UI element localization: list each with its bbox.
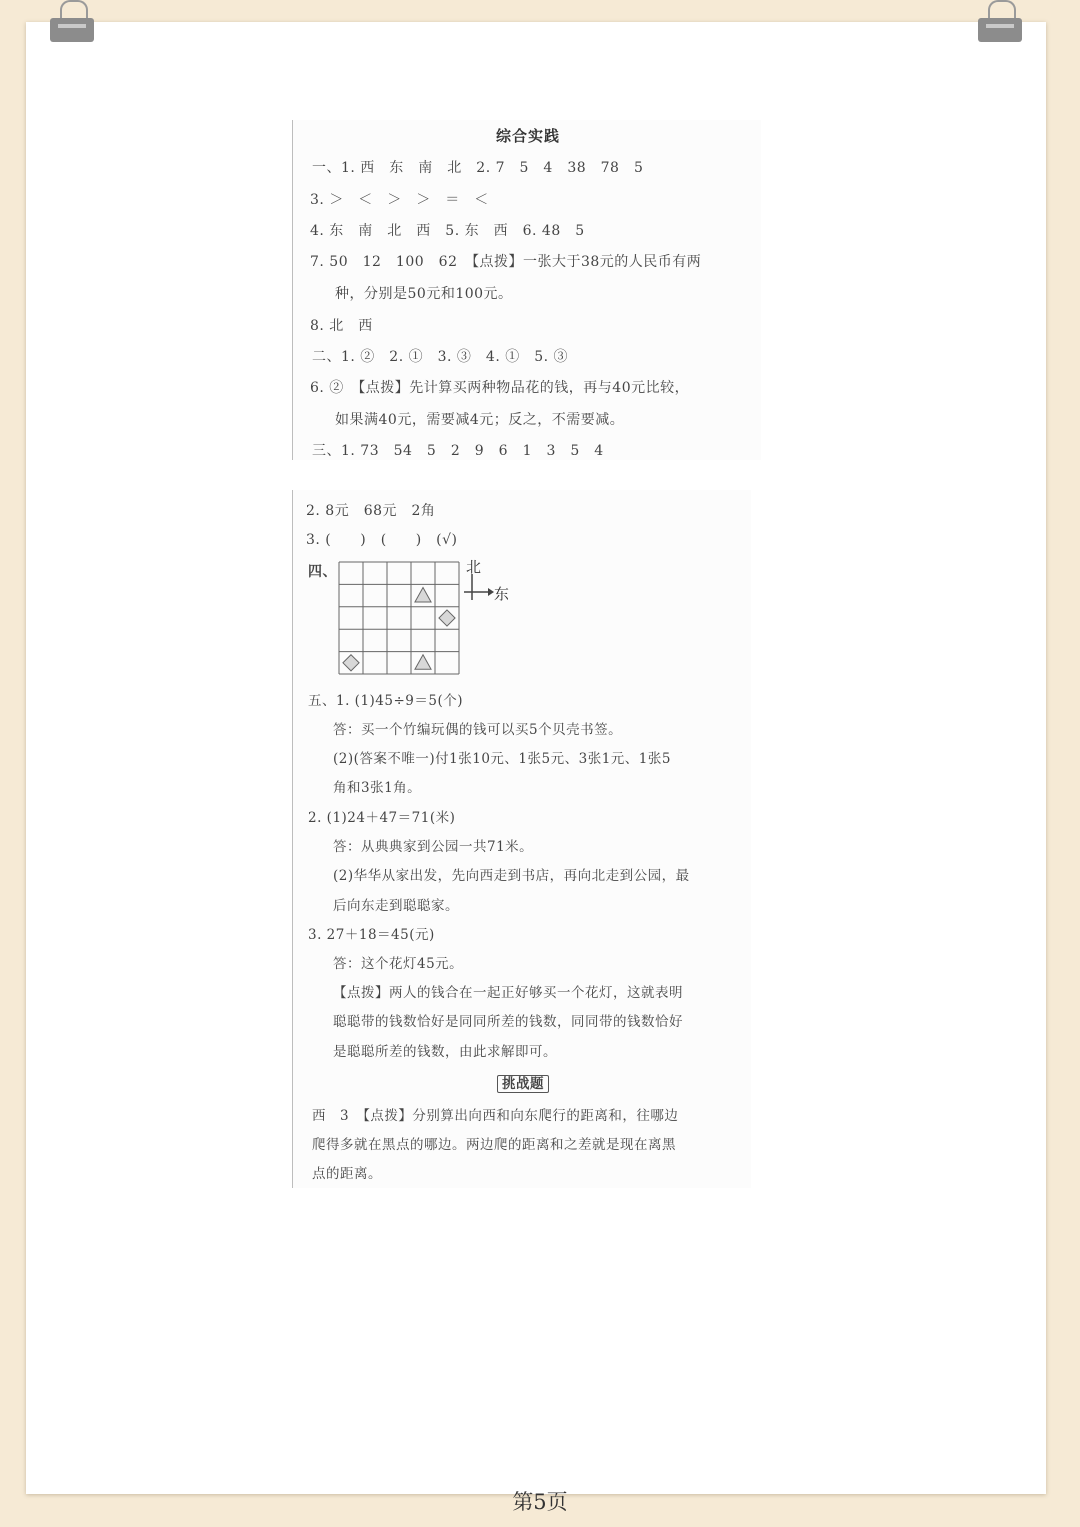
triangle-marker-icon bbox=[415, 588, 431, 603]
position-grid bbox=[338, 561, 460, 675]
compass-east-label: 东 bbox=[494, 585, 510, 603]
answer-line: 聪聪带的钱数恰好是同同所差的钱数，同同带的钱数恰好 bbox=[333, 1014, 683, 1030]
answer-line: 2. (1)24＋47＝71(米) bbox=[308, 810, 456, 826]
answer-line: 如果满40元，需要减4元；反之，不需要减。 bbox=[335, 412, 625, 428]
answer-line: 答：从典典家到公园一共71米。 bbox=[333, 839, 534, 855]
answer-line: 2. 8元 68元 2角 bbox=[306, 503, 436, 519]
diamond-marker-icon bbox=[439, 610, 455, 626]
compass-icon bbox=[462, 556, 518, 606]
answer-line: 角和3张1角。 bbox=[333, 780, 422, 796]
answer-line: 答：这个花灯45元。 bbox=[333, 956, 464, 972]
answer-line: 答：买一个竹编玩偶的钱可以买5个贝壳书签。 bbox=[333, 722, 623, 738]
page-number: 第5页 bbox=[512, 1490, 568, 1514]
challenge-title: 挑战题 bbox=[497, 1075, 549, 1093]
triangle-marker-icon bbox=[415, 655, 431, 670]
answer-line: 6. ② 【点拨】先计算买两种物品花的钱，再与40元比较， bbox=[310, 380, 690, 396]
answer-line: 西 3 【点拨】分别算出向西和向东爬行的距离和，往哪边 bbox=[312, 1108, 679, 1124]
answer-line: 3. ＞ ＜ ＞ ＞ ＝ ＜ bbox=[310, 192, 489, 208]
answer-line: 3. ( ) ( ) (√) bbox=[306, 532, 458, 548]
answer-line: (2)华华从家出发，先向西走到书店，再向北走到公园，最 bbox=[333, 868, 690, 884]
answer-line: 8. 北 西 bbox=[310, 318, 373, 334]
section-title: 综合实践 bbox=[496, 127, 561, 145]
answer-line: 种，分别是50元和100元。 bbox=[335, 286, 513, 302]
answer-line: 二、1. ② 2. ① 3. ③ 4. ① 5. ③ bbox=[312, 349, 569, 365]
answer-line: 7. 50 12 100 62 【点拨】一张大于38元的人民币有两 bbox=[310, 254, 702, 270]
answer-line: 点的距离。 bbox=[312, 1166, 382, 1182]
diamond-marker-icon bbox=[343, 655, 359, 671]
binder-clip-icon bbox=[50, 0, 94, 44]
answer-line: 一、1. 西 东 南 北 2. 7 5 4 38 78 5 bbox=[312, 160, 644, 176]
answer-line: 是聪聪所差的钱数，由此求解即可。 bbox=[333, 1044, 557, 1060]
answer-line: 后向东走到聪聪家。 bbox=[333, 898, 459, 914]
answer-line: 五、1. (1)45÷9＝5(个) bbox=[308, 693, 463, 709]
answer-line: 4. 东 南 北 西 5. 东 西 6. 48 5 bbox=[310, 223, 585, 239]
compass-north-label: 北 bbox=[466, 558, 482, 576]
answer-line: 三、1. 73 54 5 2 9 6 1 3 5 4 bbox=[312, 443, 604, 459]
answer-line: 3. 27＋18＝45(元) bbox=[308, 927, 435, 943]
answer-line: (2)(答案不唯一)付1张10元、1张5元、3张1元、1张5 bbox=[333, 751, 671, 767]
question-label: 四、 bbox=[308, 564, 337, 580]
answer-line: 爬得多就在黑点的哪边。两边爬的距离和之差就是现在离黑 bbox=[312, 1137, 676, 1153]
binder-clip-icon bbox=[978, 0, 1022, 44]
answer-line: 【点拨】两人的钱合在一起正好够买一个花灯，这就表明 bbox=[333, 985, 683, 1001]
